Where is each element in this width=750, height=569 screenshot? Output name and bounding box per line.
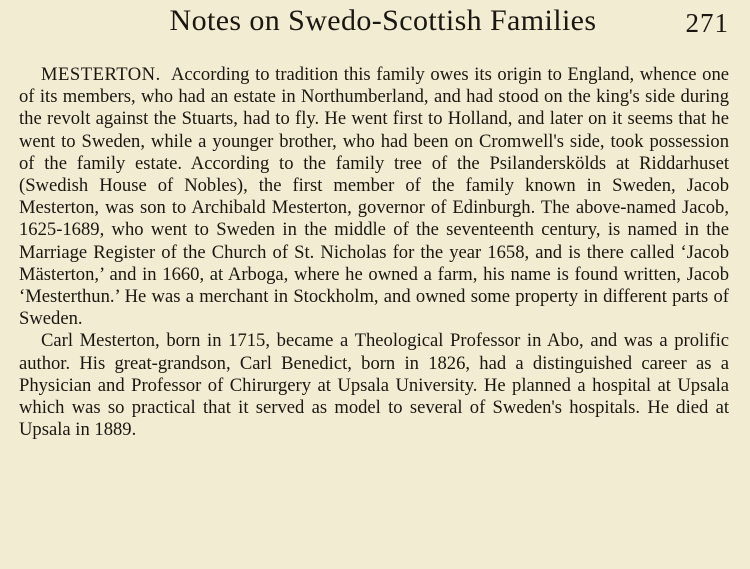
page-number: 271 — [685, 8, 729, 38]
paragraph-carl-mesterton — [19, 330, 729, 441]
running-title: Notes on Swedo-Scottish Families — [169, 4, 597, 37]
paragraph-mesterton-origin — [19, 64, 729, 330]
page-header — [19, 0, 729, 54]
family-name-heading: MESTERTON. — [41, 64, 161, 85]
paragraph-text: Carl Mesterton, born in 1715, became a Theological Professor in Abo, and was a prolific author. His great-grandson, Carl Benedict, born in 1826, had a distinguished career as a Physician and Professor of Chirurgery at Upsala University. He planned a hospital at Upsala which was so practical that it served as model to several of Sweden's hospitals. He died at Upsala in 1889. — [19, 330, 729, 441]
paragraph-text: According to tradition this family owes its origin to England, whence one of its members, who had an estate in Northumberland, and had stood on the king's side during the revolt against the Stuarts, had to fly. He went first to Holland, and later on it seems that he went to Sweden, while a younger brother, who had been on Cromwell's side, took possession of the family estate. According to the family tree of the Psilanderskölds at Riddarhuset (Swedish House of Nobles), the first member of the family known in Sweden, Jacob Mesterton, was son to Archibald Mesterton, governor of Edinburgh. The above-named Jacob, 1625-1689, who went to Sweden in the middle of the seventeenth century, is named in the Marriage Register of the Church of St. Nicholas for the year 1658, and is there called ‘Jacob Mästerton,’ and in 1660, at Arboga, where he owned a farm, his name is found written, Jacob ‘Mesterthun.’ He was a merchant in Stockholm, and owned some property in different parts of Sweden. — [19, 64, 729, 330]
